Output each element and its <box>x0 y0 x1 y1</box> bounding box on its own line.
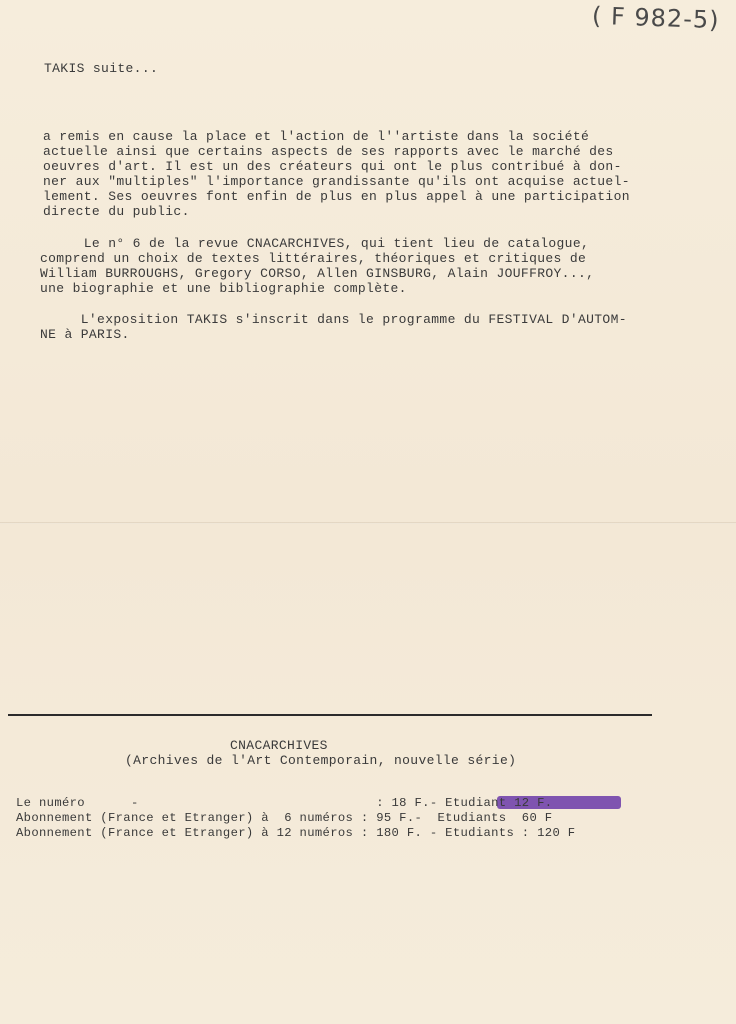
paragraph2-line: une biographie et une bibliographie complète. <box>40 281 407 296</box>
paragraph1-line: lement. Ses oeuvres font enfin de plus en plus appel à une participation <box>43 189 630 204</box>
footer-title: CNACARCHIVES <box>230 738 328 753</box>
separator-rule <box>8 714 652 716</box>
paragraph2-line: comprend un choix de textes littéraires, théoriques et critiques de <box>40 251 587 266</box>
paragraph2-line: William BURROUGHS, Gregory CORSO, Allen GINSBURG, Alain JOUFFROY..., <box>40 266 595 281</box>
handwritten-reference-note: ( F 982-5) <box>591 1 720 35</box>
paragraph3-line: NE à PARIS. <box>40 327 130 342</box>
paragraph1-line: directe du public. <box>43 204 190 219</box>
price-line: Abonnement (France et Etranger) à 6 numéros : 95 F.- Etudiants 60 F <box>16 811 553 825</box>
price-line: Abonnement (France et Etranger) à 12 numéros : 180 F. - Etudiants : 120 F <box>16 826 576 840</box>
paragraph1-line: oeuvres d'art. Il est un des créateurs qui ont le plus contribué à don- <box>43 159 622 174</box>
paragraph3-line: L'exposition TAKIS s'inscrit dans le programme du FESTIVAL D'AUTOM- <box>40 312 627 327</box>
paper-fold-crease <box>0 522 736 524</box>
paragraph1-line: ner aux "multiples" l'importance grandissante qu'ils ont acquise actuel- <box>43 174 630 189</box>
paragraph1-line: actuelle ainsi que certains aspects de ses rapports avec le marché des <box>43 144 614 159</box>
paragraph2-line: Le n° 6 de la revue CNACARCHIVES, qui tient lieu de catalogue, <box>43 236 590 251</box>
price-line: Le numéro - : 18 F.- Etudiant 12 F. <box>16 796 553 810</box>
paragraph1-line: a remis en cause la place et l'action de l''artiste dans la société <box>43 129 590 144</box>
header-line: TAKIS suite... <box>44 61 159 76</box>
footer-subtitle: (Archives de l'Art Contemporain, nouvelle série) <box>125 753 517 768</box>
